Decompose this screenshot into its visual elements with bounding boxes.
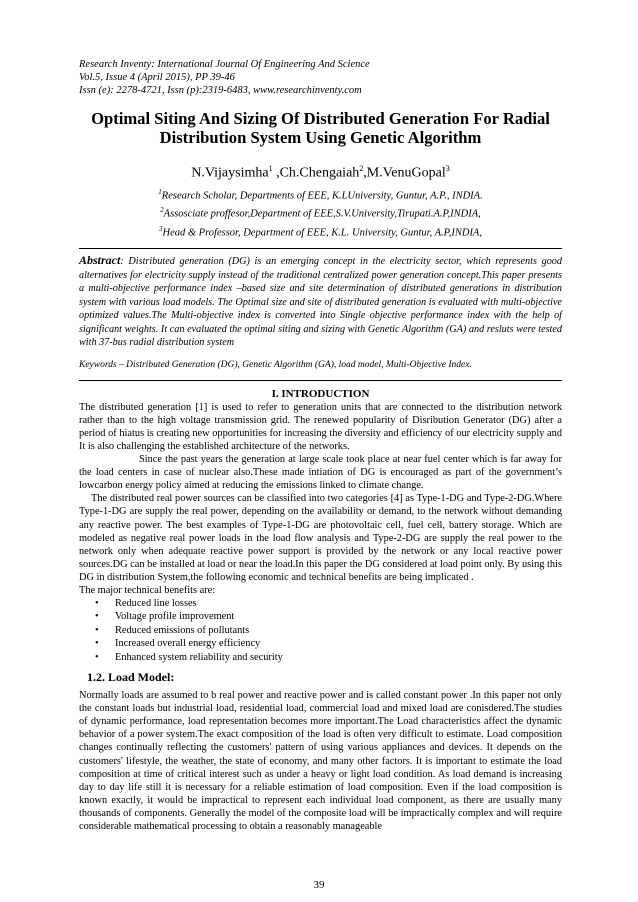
- section-heading-introduction: I. INTRODUCTION: [271, 387, 370, 400]
- bullet-icon: •: [95, 624, 99, 636]
- page-number: 39: [313, 879, 325, 891]
- bullet-icon: •: [95, 651, 99, 663]
- benefits-list: [79, 597, 562, 664]
- list-item: [95, 651, 562, 664]
- list-item: [95, 597, 562, 610]
- paper-page: [79, 58, 562, 833]
- abstract-text: : Distributed generation (DG) is an emerging concept in the electricity sector, which represents good alternatives for electricity supply instead of the traditional centralized power generation concept.This paper presents a multi-objective performance index –based size and site determination of distributed generations in distribution system with various load models. The Optimal size and site of distributed generation is evaluated with multi-objective optimized values.The Multi-objective index is converted into Single objective performance index with the help of significant weights. It can evaluated the optimal siting and sizing with Genetic Algorithm (GA) and resluts were tested with 37-bus radial distribution system: [79, 256, 562, 349]
- affiliation-2: [79, 203, 562, 222]
- bullet-icon: •: [95, 638, 99, 650]
- affiliations: [79, 185, 562, 241]
- author-3-sup: 3: [445, 164, 450, 173]
- bullet-icon: •: [95, 611, 99, 623]
- intro-paragraph-3: The distributed real power sources can be classified into two categories [4] as Type-1-DG and Type-2-DG.Where Type-1-DG are supply the real power, depending on the availability or demand, to the network without demanding any reactive power. The best examples of Type-1-DG are photovoltaic cell, fuel cell, battery storage. Which are modeled as negative real power loads in the load flow analysis and Type-2-DG are supply the real power to the network only when adequate reactive power support is provided by the network or any local reactive power sources.DG can be installed at load or near the load.In this paper the DG considered at load point only. By using this DG in distribution System,the following economic and technical benefits are being implicated .: [79, 493, 562, 583]
- affiliation-3: [79, 222, 562, 241]
- journal-name: Research Inventy: International Journal Of Engineering And Science: [79, 59, 370, 70]
- author-2-sup: 2: [359, 164, 364, 173]
- benefit-text: Reduced line losses: [115, 598, 197, 610]
- affiliation-3-text: Head & Professor, Department of EEE, K.L. University, Guntur, A.P,INDIA,: [162, 227, 482, 239]
- list-item: [95, 637, 562, 650]
- journal-volume: Vol.5, Issue 4 (April 2015), PP 39-46: [79, 72, 235, 83]
- author-1: N.Vijaysimha: [191, 165, 269, 181]
- affiliation-2-text: Assosciate proffesor,Department of EEE,S.V.University,Tirupati.A.P,INDIA,: [163, 208, 481, 220]
- benefit-text: Reduced emissions of pollutants: [115, 624, 250, 636]
- benefit-text: Voltage profile improvement: [115, 611, 235, 623]
- section-heading-load-model: 1.2. Load Model:: [87, 670, 175, 685]
- affiliation-2-sup: 2: [160, 206, 164, 215]
- benefit-text: Enhanced system reliability and security: [115, 651, 283, 663]
- affiliation-3-sup: 3: [159, 224, 163, 233]
- bottom-divider: [79, 380, 562, 381]
- affiliation-1-sup: 1: [158, 187, 162, 196]
- intro-paragraph-2: Since the past years the generation at large scale took place at near fuel center which is far away for the load centers in case of nuclear also.These made intiation of DG is encouraged as part of the government’s lowcarbon energy policy aimed at reducing the emissions linked to climate change.: [79, 454, 562, 492]
- intro-paragraph-1: The distributed generation [1] is used to refer to generation units that are connected to the distribution network rather than to the high voltage transmission grid. The renewed popularity of Disribution Generator (DG) after a period of hiatus is creating new opportunities for increasing the diversity and efficiency of our electricity supply and It is also challenging the established architecture of the networks.: [79, 401, 562, 452]
- intro-paragraph-4: The major technical benefits are:: [79, 584, 216, 596]
- journal-issn: Issn (e): 2278-4721, Issn (p):2319-6483, www.researchinventy.com: [79, 85, 362, 96]
- author-2: ,Ch.Chengaiah: [272, 165, 360, 181]
- journal-header: [79, 58, 562, 97]
- author-3: ,M.VenuGopal: [363, 165, 446, 181]
- benefit-text: Increased overall energy efficiency: [115, 638, 261, 650]
- list-item: [95, 624, 562, 637]
- abstract-label: Abstract: [79, 253, 121, 268]
- load-model-paragraph: Normally loads are assumed to b real power and reactive power and is called constant power .In this paper not only the constant loads but industrial load, residential load, commercial load and mixed load are conisdered.The studies of dynamic performance, load representation becomes more important.The Load characteristics affect the dynamic behavior of a power system.The exact composition of the load is often very difficult to estimate. Load composition changes continually reflecting the customers' pattern of using various appliances and devices. It depends on the customers' lifestyle, the weather, the state of economy, and many other factors. It is important to estimate the load composition at time of critical interest such as under a heavy or light load condition. As load demand is increasing day to day life still it is necessary for a reliable estimation of load composition. Even if the load composition is known exactly, it would be impractical to represent each individual load component, as there are usually many thousands of components. Generally the model of the composite load will be impractically complex and will require considerable mathematical processing to obtain a reasonably manageable: [79, 690, 562, 833]
- paper-title: Optimal Siting And Sizing Of Distributed Generation For Radial Distribution System Using Genetic Algorithm: [91, 109, 550, 147]
- abstract: [79, 254, 562, 350]
- keywords: Keywords – Distributed Generation (DG), Genetic Algorithm (GA), load model, Multi-Objective Index.: [79, 359, 472, 370]
- top-divider: [79, 248, 562, 249]
- affiliation-1-text: Research Scholar, Departments of EEE, K.LUniversity, Guntur, A.P., INDIA.: [161, 190, 483, 202]
- author-1-sup: 1: [268, 164, 273, 173]
- author-list: [79, 161, 562, 182]
- list-item: [95, 610, 562, 623]
- affiliation-1: [79, 185, 562, 204]
- bullet-icon: •: [95, 598, 99, 610]
